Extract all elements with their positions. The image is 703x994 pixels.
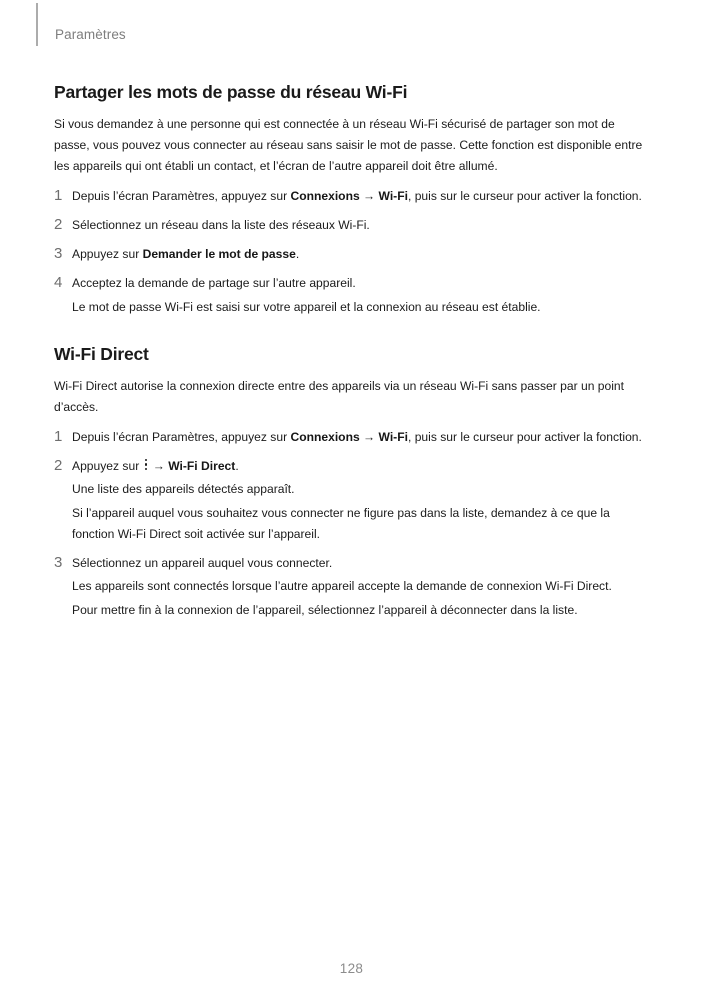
text-segment: , puis sur le curseur pour activer la fonction. — [407, 429, 642, 444]
section-title: Wi-Fi Direct — [54, 343, 149, 364]
text-segment: Le mot de passe Wi-Fi est saisi sur votre appareil et la connexion au réseau est établie. — [72, 299, 541, 314]
step-text — [72, 215, 646, 236]
step-body — [72, 553, 646, 621]
step-body — [72, 427, 646, 448]
bold-term: Wi-Fi — [378, 189, 408, 203]
step-item — [54, 244, 646, 265]
step-text — [72, 244, 646, 265]
step-item — [54, 553, 646, 621]
text-segment: Sélectionnez un appareil auquel vous connecter. — [72, 555, 333, 570]
step-list — [54, 427, 646, 621]
step-number: 4 — [54, 274, 63, 291]
text-segment: . — [235, 458, 239, 473]
bold-term: Connexions — [290, 429, 360, 444]
section-title: Partager les mots de passe du réseau Wi-Fi — [54, 82, 408, 102]
bold-term: Connexions — [290, 189, 360, 203]
text-segment: Depuis l’écran Paramètres, appuyez sur — [72, 429, 291, 444]
step-result-text — [72, 479, 646, 500]
text-segment: Les appareils sont connectés lorsque l’autre appareil accepte la demande de connexion Wi-Fi Direct. — [72, 579, 612, 593]
page-number: 128 — [339, 961, 364, 976]
step-text — [72, 553, 646, 574]
bold-term: Wi-Fi Direct — [168, 458, 236, 473]
step-result-text — [72, 576, 646, 597]
header-divider — [36, 3, 38, 46]
text-segment: Pour mettre fin à la connexion de l’appareil, sélectionnez l’appareil à déconnecter dans la liste. — [72, 602, 578, 617]
step-text — [72, 186, 646, 207]
text-segment: Depuis l’écran Paramètres, appuyez sur — [72, 189, 291, 203]
bold-term: Demander le mot de passe — [142, 247, 296, 261]
text-segment: → — [359, 189, 379, 203]
step-number: 2 — [54, 456, 63, 474]
step-text — [72, 456, 646, 477]
step-text — [72, 427, 646, 448]
text-segment: Appuyez sur — [72, 247, 143, 261]
text-segment: → — [359, 429, 379, 444]
text-segment: , puis sur le curseur pour activer la fonction. — [407, 189, 642, 203]
text-segment: Sélectionnez un réseau dans la liste des réseaux Wi-Fi. — [72, 218, 370, 232]
section-intro: Si vous demandez à une personne qui est connectée à un réseau Wi-Fi sécurisé de partager son mot de passe, vous pouvez vous connecter au réseau sans saisir le mot de passe. Cette fonction est disponible entre les appareils qui ont établi un contact, et l’écran de l’autre appareil doit être allumé. — [54, 117, 643, 173]
step-number: 3 — [54, 553, 63, 571]
step-body — [72, 273, 646, 318]
step-body — [72, 456, 646, 545]
step-note-text — [72, 600, 646, 621]
step-text — [72, 273, 646, 294]
text-segment: Acceptez la demande de partage sur l’autre appareil. — [72, 276, 356, 290]
section-wifi-direct — [54, 343, 646, 621]
step-body — [72, 215, 646, 236]
step-item — [54, 456, 646, 545]
step-item — [54, 186, 646, 207]
step-number: 2 — [54, 216, 63, 233]
step-note-text — [72, 503, 646, 545]
section-share-wifi-passwords — [54, 81, 646, 318]
text-segment: . — [295, 247, 300, 261]
text-segment: Appuyez sur — [72, 458, 143, 473]
step-item — [54, 215, 646, 236]
page-content — [54, 81, 646, 621]
text-segment: Une liste des appareils détectés apparaît. — [72, 482, 295, 496]
step-body — [72, 186, 646, 207]
step-item — [54, 273, 646, 318]
step-list — [54, 186, 646, 318]
step-number: 3 — [54, 245, 63, 262]
section-intro: Wi-Fi Direct autorise la connexion directe entre des appareils via un réseau Wi-Fi sans passer par un point d’accès. — [54, 378, 625, 414]
step-item — [54, 427, 646, 448]
step-result-text — [72, 297, 646, 318]
text-segment: Si l’appareil auquel vous souhaitez vous connecter ne figure pas dans la liste, demandez à ce que la fonction Wi-Fi Direct soit activée sur l’appareil. — [72, 505, 610, 541]
step-number: 1 — [54, 427, 63, 445]
bold-term: Wi-Fi — [378, 429, 408, 444]
step-body — [72, 244, 646, 265]
text-segment: → — [149, 458, 169, 473]
step-number: 1 — [54, 187, 63, 204]
running-header-chapter: Paramètres — [55, 27, 126, 42]
